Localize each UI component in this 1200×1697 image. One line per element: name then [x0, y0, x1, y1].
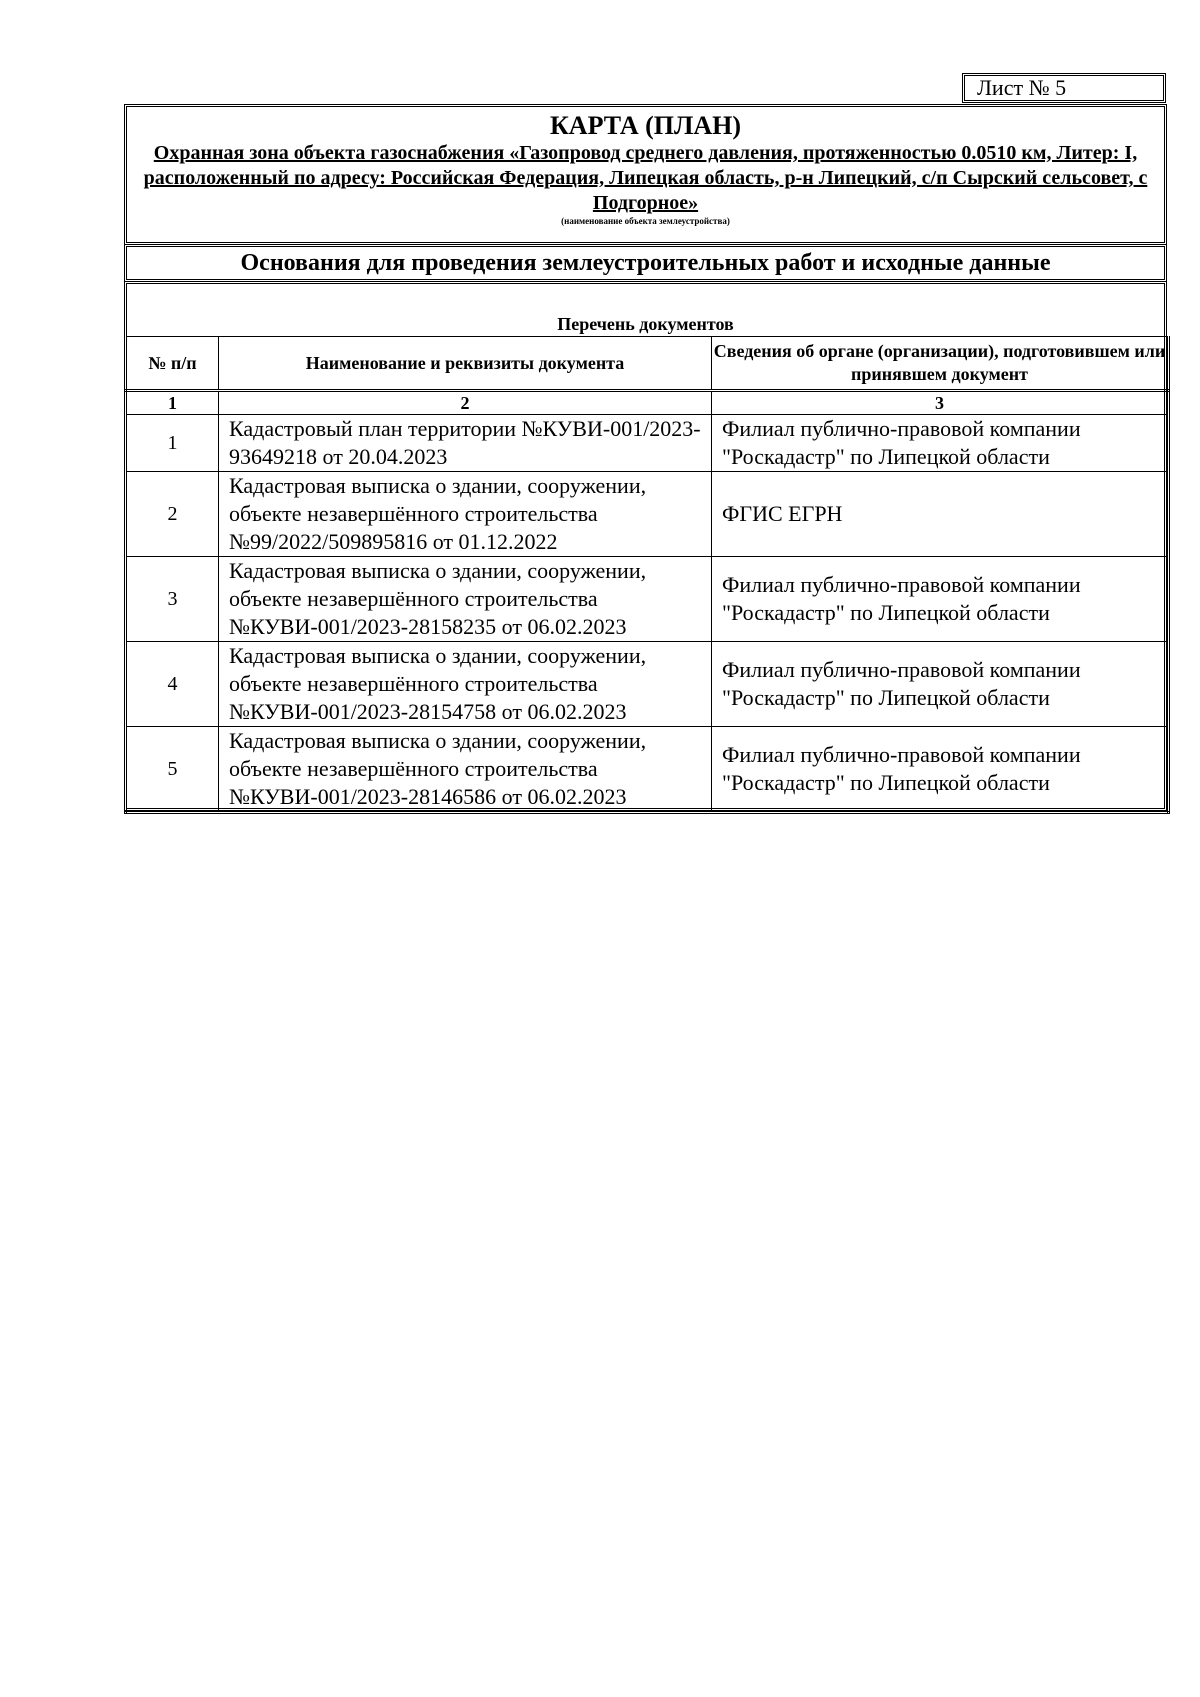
row-number: 5	[126, 727, 219, 813]
document-organization: ФГИС ЕГРН	[712, 472, 1169, 557]
column-number: 3	[712, 391, 1169, 415]
column-number: 2	[219, 391, 712, 415]
document-details: Кадастровая выписка о здании, сооружении, объекте незавершённого строительства №99/2022/509895816 от 01.12.2022	[219, 472, 712, 557]
row-number: 1	[126, 415, 219, 472]
table-header-row	[126, 337, 1169, 391]
document-details: Кадастровая выписка о здании, сооружении, объекте незавершённого строительства №КУВИ-001/2023-28158235 от 06.02.2023	[219, 557, 712, 642]
table-row	[126, 642, 1169, 727]
row-number: 2	[126, 472, 219, 557]
object-name: Охранная зона объекта газоснабжения «Газопровод среднего давления, протяженностью 0.0510 км, Литер: I, расположенный по адресу: Российская Федерация, Липецкая область, р-н Липецкий, с/п Сырский сельсовет, с Подгорное»	[143, 142, 1148, 214]
document-details: Кадастровый план территории №КУВИ-001/2023-93649218 от 20.04.2023	[219, 415, 712, 472]
documents-block	[124, 281, 1167, 811]
document-organization: Филиал публично-правовой компании "Роскадастр" по Липецкой области	[712, 642, 1169, 727]
table-row	[126, 415, 1169, 472]
document-organization: Филиал публично-правовой компании "Роскадастр" по Липецкой области	[712, 727, 1169, 813]
page-title: КАРТА (ПЛАН)	[549, 111, 742, 140]
header-document: Наименование и реквизиты документа	[219, 337, 712, 391]
column-number: 1	[126, 391, 219, 415]
object-name-caption: (наименование объекта землеустройства)	[561, 216, 730, 226]
document-organization: Филиал публично-правовой компании "Роскадастр" по Липецкой области	[712, 557, 1169, 642]
column-number-row	[126, 391, 1169, 415]
document-details: Кадастровая выписка о здании, сооружении, объекте незавершённого строительства №КУВИ-001/2023-28146586 от 06.02.2023	[219, 727, 712, 813]
section-title: Основания для проведения землеустроительных работ и исходные данные	[124, 244, 1167, 282]
document-details: Кадастровая выписка о здании, сооружении, объекте незавершённого строительства №КУВИ-001/2023-28154758 от 06.02.2023	[219, 642, 712, 727]
header-number: № п/п	[126, 337, 219, 391]
documents-caption: Перечень документов	[557, 314, 734, 334]
row-number: 4	[126, 642, 219, 727]
table-row	[126, 472, 1169, 557]
table-row	[126, 727, 1169, 813]
title-block	[124, 104, 1167, 245]
row-number: 3	[126, 557, 219, 642]
documents-table	[124, 336, 1170, 814]
table-row	[126, 557, 1169, 642]
sheet-number: Лист № 5	[962, 73, 1166, 103]
header-organization: Сведения об органе (организации), подготовившем или принявшем документ	[712, 337, 1169, 391]
document-organization: Филиал публично-правовой компании "Роскадастр" по Липецкой области	[712, 415, 1169, 472]
